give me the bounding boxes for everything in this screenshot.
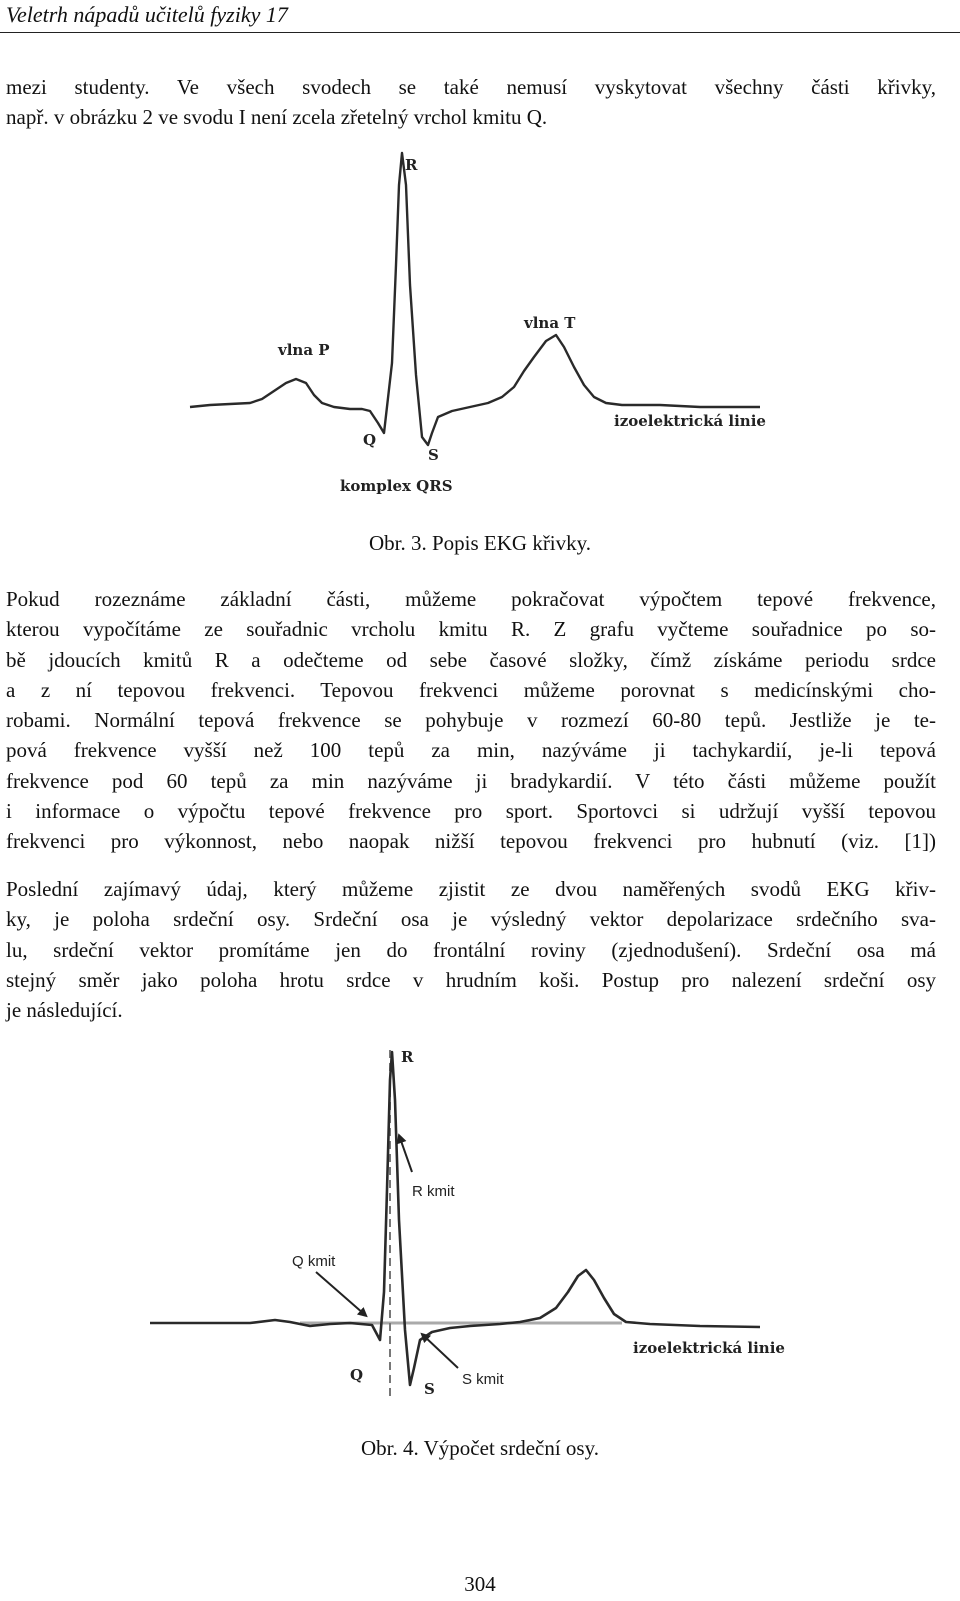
page-number: 304 bbox=[464, 1572, 496, 1596]
label-q: Q bbox=[363, 431, 377, 449]
label-s-kmit: S kmit bbox=[462, 1371, 504, 1388]
arrow-s-kmit bbox=[424, 1336, 458, 1368]
running-header: Veletrh nápadů učitelů fyziky 17 bbox=[6, 2, 288, 27]
text-line: Poslední zajímavý údaj, který můžeme zjistit ze dvou naměřených svodů EKG křiv- bbox=[6, 877, 936, 901]
label-s: S bbox=[428, 446, 439, 464]
text-line: mezi studenty. Ve všech svodech se také nemusí vyskytovat všechny části křivky, bbox=[6, 75, 936, 99]
label-isoelectric-line: izoelektrická linie bbox=[614, 412, 766, 430]
label-t-wave: vlna T bbox=[524, 314, 576, 332]
text-line: i informace o výpočtu tepové frekvence pro sport. Sportovci si udržují vyšší tepovou bbox=[6, 799, 936, 824]
text-line: ky, je poloha srdeční osy. Srdeční osa je výsledný vektor depolarizace srdečního sva- bbox=[6, 907, 936, 932]
label-r-kmit: R kmit bbox=[412, 1183, 455, 1200]
text-line: např. v obrázku 2 ve svodu I není zcela zřetelný vrchol kmitu Q. bbox=[6, 105, 548, 130]
caption-figure-3: Obr. 3. Popis EKG křivky. bbox=[368, 531, 592, 555]
paragraph-intro bbox=[6, 72, 936, 133]
text-line: frekvence pod 60 tepů za min nazýváme ji bradykardií. V této části můžeme použít bbox=[6, 768, 936, 793]
paragraph-heart-axis bbox=[6, 874, 936, 1025]
arrow-q-kmit bbox=[316, 1272, 364, 1314]
text-line: a z ní tepovou frekvenci. Tepovou frekvenci můžeme porovnat s medicínskými cho- bbox=[6, 677, 936, 702]
text-line: robami. Normální tepová frekvence se pohybuje v rozmezí 60-80 tepů. Jestliže je te- bbox=[6, 708, 936, 733]
label-q: Q bbox=[350, 1366, 364, 1384]
label-p-wave: vlna P bbox=[278, 341, 330, 359]
caption-figure-4: Obr. 4. Výpočet srdeční osy. bbox=[361, 1436, 599, 1460]
label-isoelectric-line: izoelektrická linie bbox=[633, 1339, 785, 1357]
text-line: stejný směr jako poloha hrotu srdce v hrudním koši. Postup pro nalezení srdeční osy bbox=[6, 967, 936, 992]
label-qrs-complex: komplex QRS bbox=[340, 477, 453, 495]
ecg-curve bbox=[150, 1052, 760, 1385]
figure-heart-axis bbox=[0, 1040, 960, 1410]
text-line: lu, srdeční vektor promítáme jen do frontální roviny (zjednodušení). Srdeční osa má bbox=[6, 937, 936, 962]
text-line: Pokud rozeznáme základní části, můžeme pokračovat výpočtem tepové frekvence, bbox=[6, 587, 936, 611]
arrow-r-kmit bbox=[400, 1138, 412, 1172]
text-line: kterou vypočítáme ze souřadnic vrcholu kmitu R. Z grafu vyčteme souřadnice po so- bbox=[6, 617, 936, 642]
label-r: R bbox=[405, 156, 418, 174]
text-line: frekvenci pro výkonnost, nebo naopak nižší tepovou frekvenci pro hubnutí (viz. [1]) bbox=[6, 829, 936, 854]
label-s: S bbox=[424, 1380, 435, 1398]
paragraph-heart-rate bbox=[6, 584, 936, 857]
header-rule bbox=[0, 32, 960, 33]
ecg-curve bbox=[190, 153, 760, 445]
text-line: pová frekvence vyšší než 100 tepů za min, nazýváme ji tachykardií, je-li tepová bbox=[6, 738, 936, 763]
text-line: je následující. bbox=[6, 998, 123, 1023]
label-r: R bbox=[401, 1048, 414, 1066]
figure-ecg-description bbox=[0, 145, 960, 505]
ecg-chart-svg bbox=[0, 145, 960, 505]
label-q-kmit: Q kmit bbox=[292, 1253, 336, 1270]
ecg-axis-svg bbox=[0, 1040, 960, 1410]
text-line: bě jdoucích kmitů R a odečteme od sebe časové složky, čímž získáme periodu srdce bbox=[6, 647, 936, 672]
